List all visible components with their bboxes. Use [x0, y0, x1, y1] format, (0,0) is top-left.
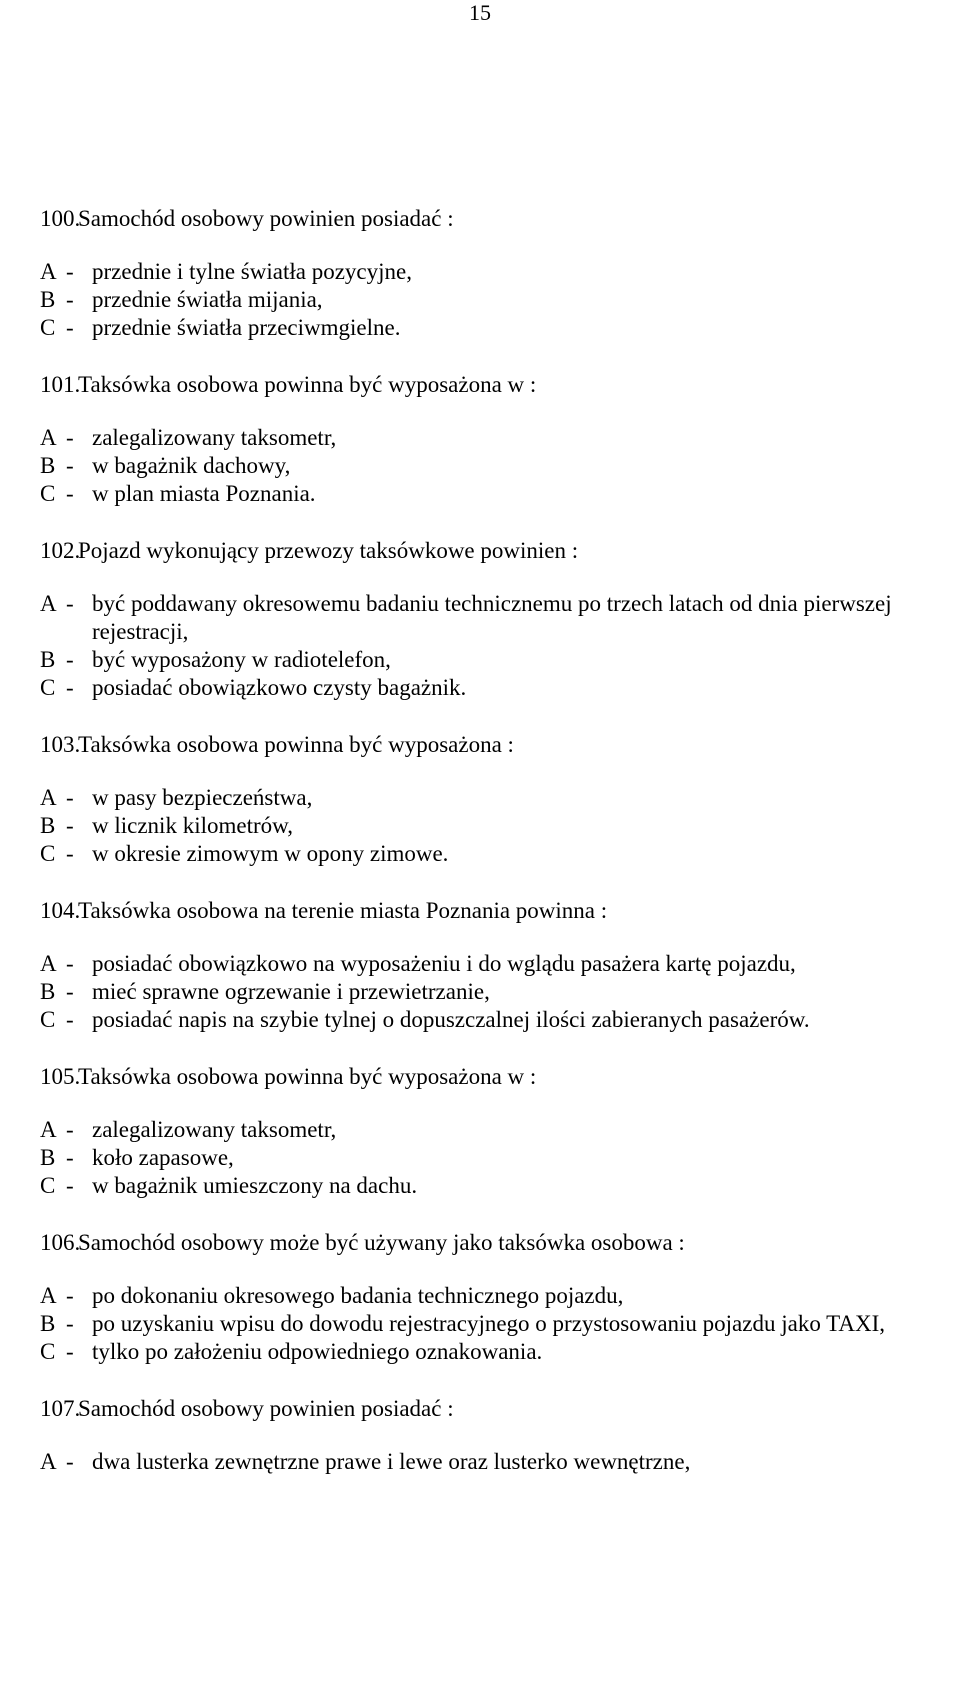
option-text: w pasy bezpieczeństwa, [92, 785, 313, 810]
question-text: Taksówka osobowa powinna być wyposażona : [78, 732, 514, 757]
option-dash: - [66, 647, 74, 672]
answer-option-a [40, 258, 950, 286]
question-heading [40, 371, 950, 399]
option-dash: - [66, 1145, 74, 1170]
option-dash: - [66, 1339, 74, 1364]
answer-option-b [40, 286, 950, 314]
answer-option-b [40, 452, 950, 480]
option-dash: - [66, 951, 74, 976]
option-letter: B [40, 453, 56, 478]
question-heading [40, 731, 950, 759]
option-letter: B [40, 647, 56, 672]
option-text: być wyposażony w radiotelefon, [92, 647, 391, 672]
option-letter: C [40, 675, 56, 700]
option-dash: - [66, 591, 74, 616]
option-text: przednie i tylne światła pozycyjne, [92, 259, 412, 284]
question-number: 102. [40, 538, 81, 563]
option-letter: A [40, 1117, 57, 1142]
answer-options [40, 784, 950, 868]
question-text: Taksówka osobowa powinna być wyposażona w : [78, 1064, 537, 1089]
option-text: w okresie zimowym w opony zimowe. [92, 841, 449, 866]
answer-option-c [40, 1006, 950, 1034]
option-dash: - [66, 841, 74, 866]
question-number: 101. [40, 372, 81, 397]
option-text: koło zapasowe, [92, 1145, 234, 1170]
option-dash: - [66, 813, 74, 838]
option-text: posiadać napis na szybie tylnej o dopuszczalnej ilości zabieranych pasażerów. [92, 1007, 810, 1032]
question-heading [40, 897, 950, 925]
question-102 [40, 537, 950, 702]
question-106 [40, 1229, 950, 1366]
option-dash: - [66, 785, 74, 810]
option-dash: - [66, 1311, 74, 1336]
option-dash: - [66, 315, 74, 340]
option-text: mieć sprawne ogrzewanie i przewietrzanie, [92, 979, 490, 1004]
question-number: 104. [40, 898, 81, 923]
question-text: Pojazd wykonujący przewozy taksówkowe powinien : [78, 538, 579, 563]
option-letter: B [40, 287, 56, 312]
question-105 [40, 1063, 950, 1200]
question-number: 103. [40, 732, 81, 757]
option-dash: - [66, 1007, 74, 1032]
option-letter: C [40, 1173, 56, 1198]
option-text: dwa lusterka zewnętrzne prawe i lewe oraz lusterko wewnętrzne, [92, 1449, 691, 1474]
option-letter: B [40, 979, 56, 1004]
answer-option-a [40, 1116, 950, 1144]
option-dash: - [66, 481, 74, 506]
question-number: 106. [40, 1230, 81, 1255]
option-letter: C [40, 1339, 56, 1364]
option-dash: - [66, 1173, 74, 1198]
option-text: tylko po założeniu odpowiedniego oznakowania. [92, 1339, 543, 1364]
question-text: Taksówka osobowa powinna być wyposażona w : [78, 372, 537, 397]
answer-option-b [40, 812, 950, 840]
option-text: być poddawany okresowemu badaniu technicznemu po trzech latach od dnia pierwszej rejestracji, [92, 591, 892, 644]
answer-options [40, 590, 950, 702]
option-text: posiadać obowiązkowo czysty bagażnik. [92, 675, 467, 700]
question-103 [40, 731, 950, 868]
option-letter: A [40, 591, 57, 616]
option-text: w licznik kilometrów, [92, 813, 293, 838]
option-text: zalegalizowany taksometr, [92, 1117, 337, 1142]
option-letter: A [40, 1283, 57, 1308]
option-text: przednie światła mijania, [92, 287, 323, 312]
answer-option-a [40, 1282, 950, 1310]
option-letter: A [40, 1449, 57, 1474]
option-letter: C [40, 481, 56, 506]
option-dash: - [66, 287, 74, 312]
answer-options [40, 258, 950, 342]
question-heading [40, 1063, 950, 1091]
option-dash: - [66, 259, 74, 284]
question-100 [40, 205, 950, 342]
answer-options [40, 1116, 950, 1200]
answer-option-a [40, 1448, 950, 1476]
page-number: 15 [469, 0, 491, 25]
question-heading [40, 1229, 950, 1257]
option-letter: A [40, 259, 57, 284]
option-letter: B [40, 1311, 56, 1336]
question-107 [40, 1395, 950, 1476]
answer-option-c [40, 674, 950, 702]
option-dash: - [66, 979, 74, 1004]
answer-option-c [40, 840, 950, 868]
option-text: przednie światła przeciwmgielne. [92, 315, 401, 340]
answer-option-a [40, 784, 950, 812]
question-list [40, 205, 950, 1476]
option-letter: A [40, 785, 57, 810]
option-text: w bagażnik dachowy, [92, 453, 291, 478]
option-dash: - [66, 1117, 74, 1142]
question-number: 107. [40, 1396, 81, 1421]
option-letter: A [40, 425, 57, 450]
option-letter: B [40, 813, 56, 838]
answer-option-a [40, 950, 950, 978]
answer-option-a [40, 590, 950, 646]
option-letter: C [40, 841, 56, 866]
option-dash: - [66, 675, 74, 700]
question-text: Samochód osobowy może być używany jako taksówka osobowa : [78, 1230, 685, 1255]
answer-options [40, 1448, 950, 1476]
question-101 [40, 371, 950, 508]
answer-option-b [40, 1144, 950, 1172]
option-letter: C [40, 315, 56, 340]
answer-options [40, 424, 950, 508]
option-text: posiadać obowiązkowo na wyposażeniu i do wglądu pasażera kartę pojazdu, [92, 951, 796, 976]
answer-option-b [40, 646, 950, 674]
option-text: zalegalizowany taksometr, [92, 425, 337, 450]
option-letter: B [40, 1145, 56, 1170]
question-heading [40, 537, 950, 565]
answer-option-c [40, 480, 950, 508]
answer-option-b [40, 1310, 950, 1338]
answer-option-a [40, 424, 950, 452]
answer-option-c [40, 314, 950, 342]
answer-option-c [40, 1172, 950, 1200]
question-number: 100. [40, 206, 81, 231]
option-letter: C [40, 1007, 56, 1032]
option-text: po uzyskaniu wpisu do dowodu rejestracyjnego o przystosowaniu pojazdu jako TAXI, [92, 1311, 885, 1336]
answer-option-b [40, 978, 950, 1006]
question-text: Taksówka osobowa na terenie miasta Poznania powinna : [78, 898, 608, 923]
option-text: po dokonaniu okresowego badania technicznego pojazdu, [92, 1283, 624, 1308]
answer-option-c [40, 1338, 950, 1366]
question-heading [40, 1395, 950, 1423]
answer-options [40, 1282, 950, 1366]
option-dash: - [66, 453, 74, 478]
question-text: Samochód osobowy powinien posiadać : [78, 1396, 454, 1421]
option-dash: - [66, 1449, 74, 1474]
question-text: Samochód osobowy powinien posiadać : [78, 206, 454, 231]
option-text: w plan miasta Poznania. [92, 481, 316, 506]
option-letter: A [40, 951, 57, 976]
option-dash: - [66, 1283, 74, 1308]
option-dash: - [66, 425, 74, 450]
question-heading [40, 205, 950, 233]
question-104 [40, 897, 950, 1034]
answer-options [40, 950, 950, 1034]
question-number: 105. [40, 1064, 81, 1089]
option-text: w bagażnik umieszczony na dachu. [92, 1173, 418, 1198]
